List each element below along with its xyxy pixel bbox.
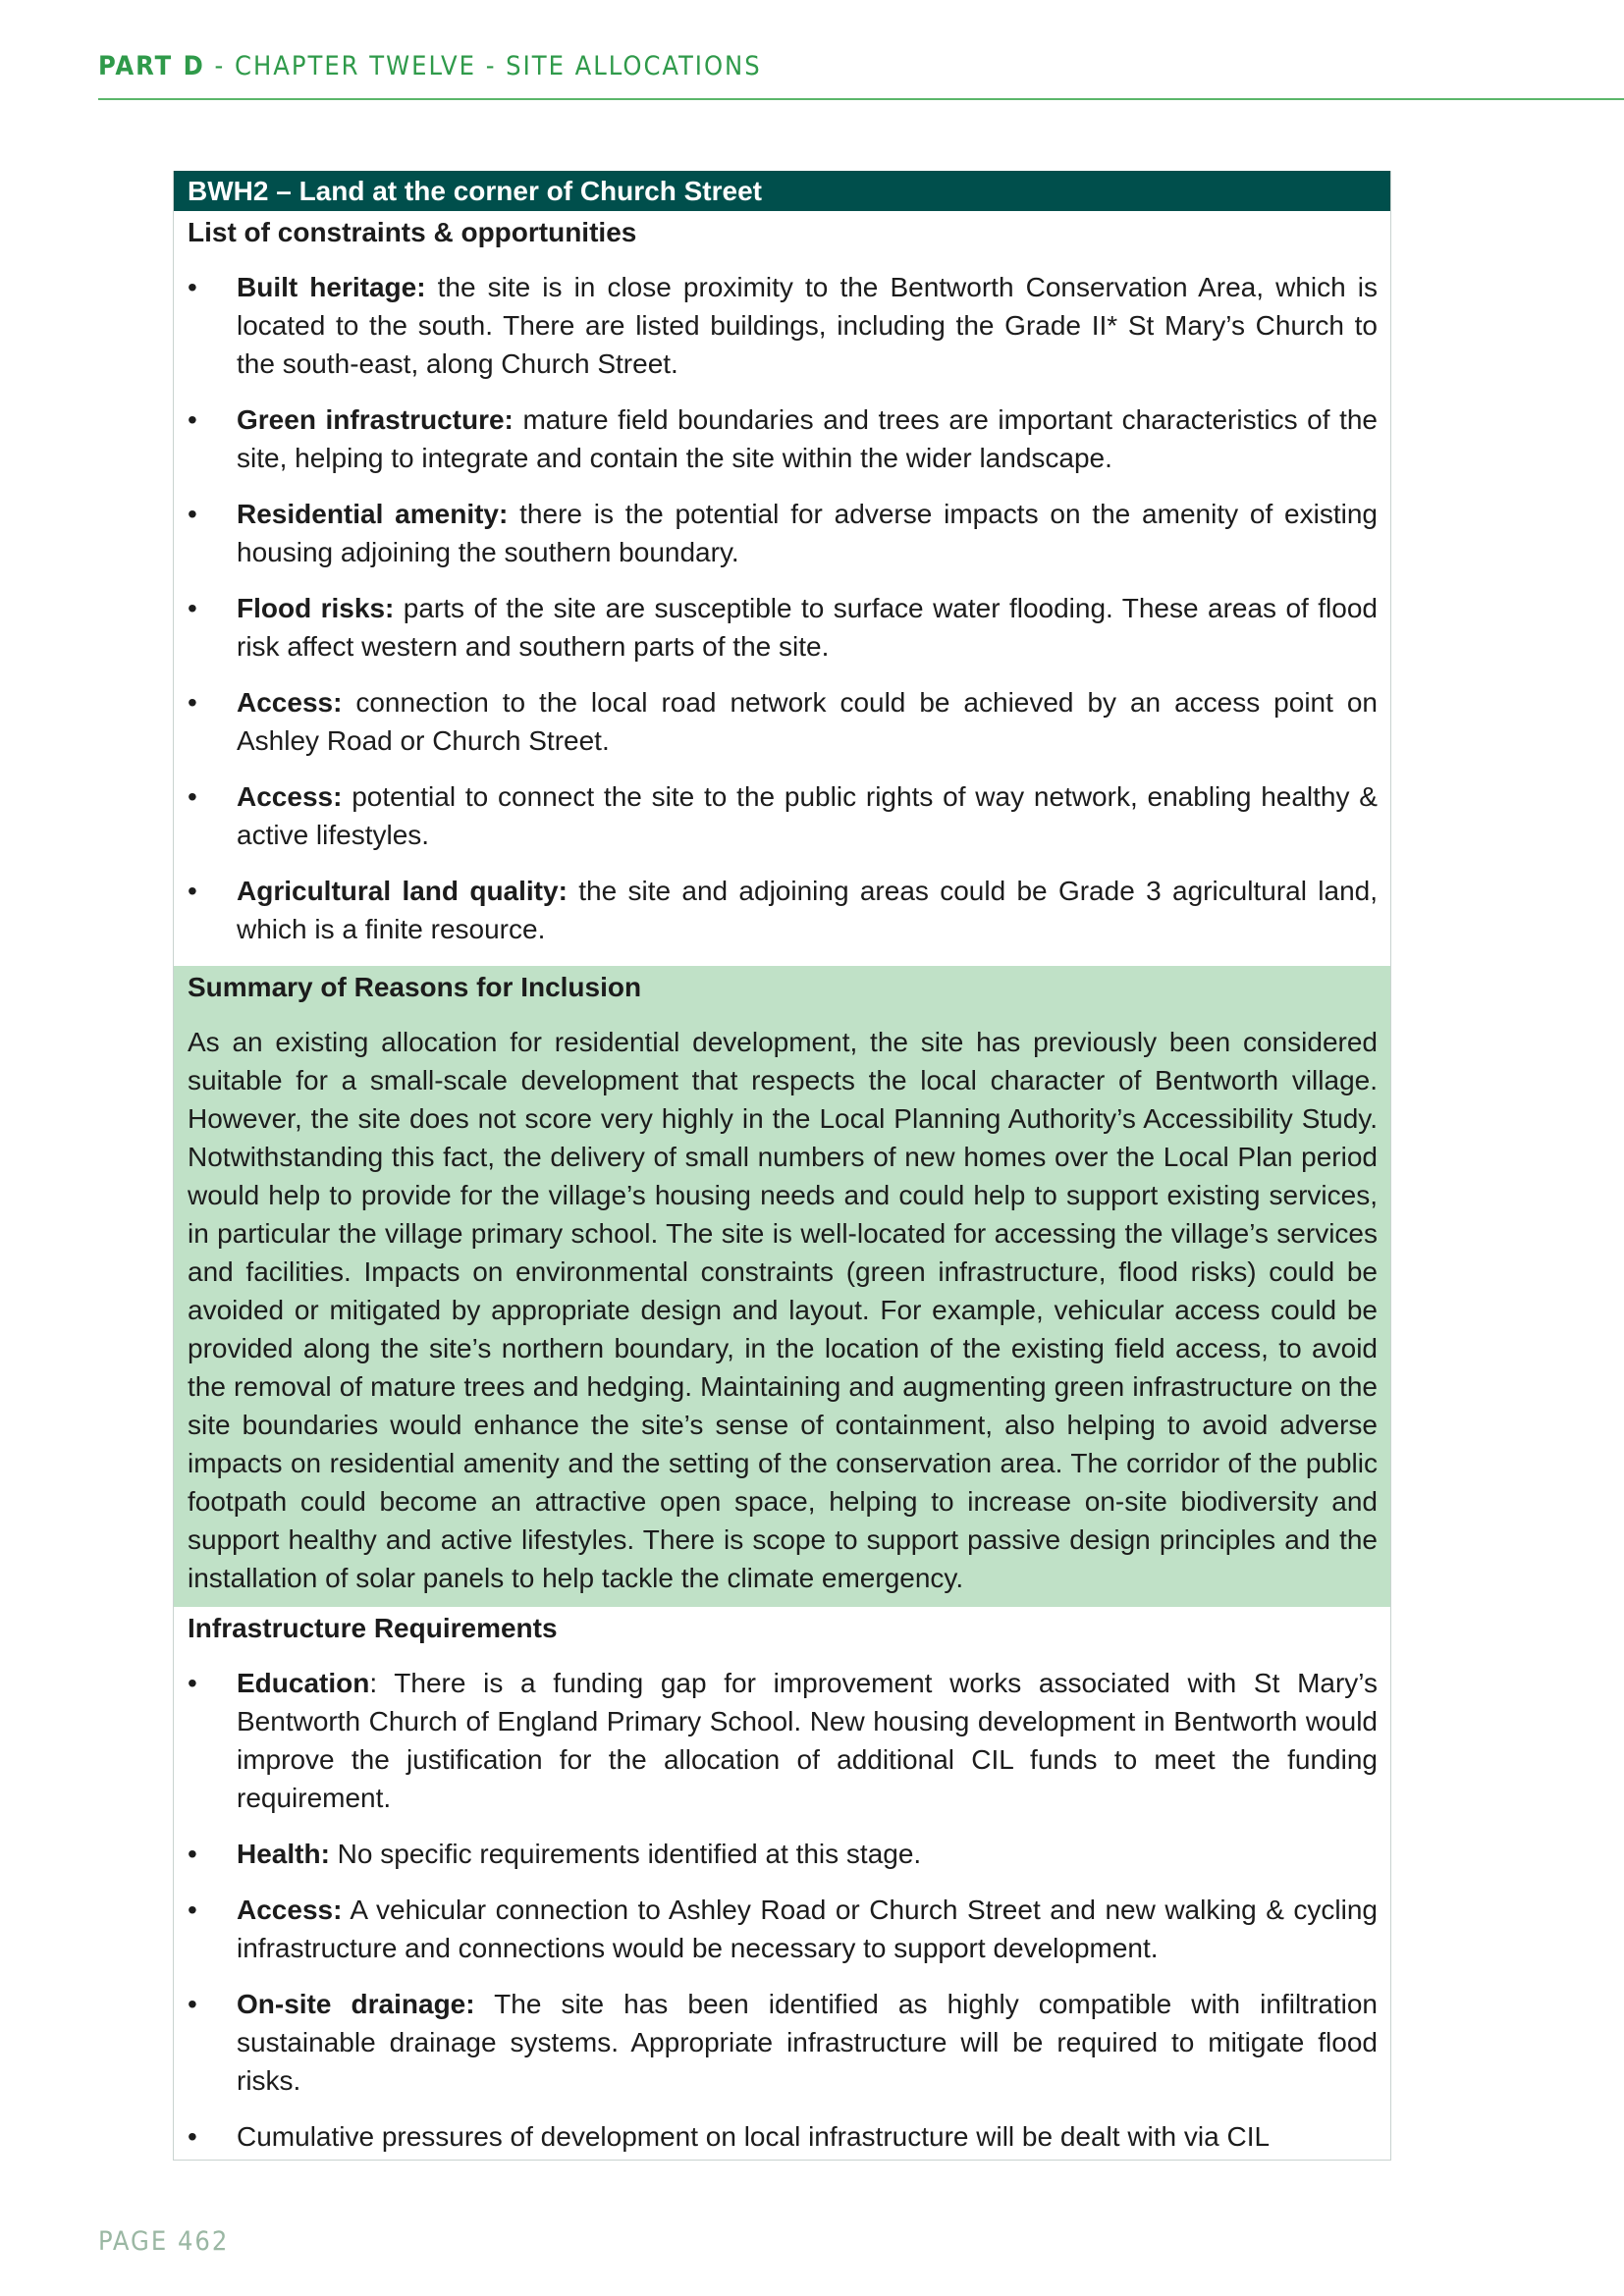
list-item bbox=[188, 683, 1378, 760]
item-text: parts of the site are susceptible to surface water flooding. These areas of flood risk affect western and southern parts of the site. bbox=[237, 593, 1378, 662]
list-item bbox=[188, 1891, 1378, 1967]
infrastructure-list bbox=[188, 1664, 1378, 2156]
item-term: Education bbox=[237, 1668, 370, 1698]
item-term: Built heritage: bbox=[237, 272, 426, 302]
item-text: Cumulative pressures of development on local infrastructure will be dealt with via CIL bbox=[237, 2121, 1271, 2152]
list-item bbox=[188, 589, 1378, 666]
constraints-list bbox=[188, 268, 1378, 948]
summary-text: As an existing allocation for residential development, the site has previously been considered suitable for a small-scale development that respects the local character of Bentworth village. However, the site does not score very highly in the Local Planning Authority’s Accessibility Study. Notwithstanding this fact, the delivery of small numbers of new homes over the Local Plan period would help to provide for the village’s housing needs and could help to support existing services, in particular the village primary school. The site is well-located for accessing the village’s services and facilities. Impacts on environmental constraints (green infrastructure, flood risks) could be avoided or mitigated by appropriate design and layout. For example, vehicular access could be provided along the site’s northern boundary, in the location of the existing field access, to avoid the removal of mature trees and hedging. Maintaining and augmenting green infrastructure on the site boundaries would enhance the site’s sense of containment, also helping to avoid adverse impacts on residential amenity and the setting of the conservation area. The corridor of the public footpath could become an attractive open space, helping to increase on-site biodiversity and support healthy and active lifestyles. There is scope to support passive design principles and the installation of solar panels to help tackle the climate emergency. bbox=[188, 1027, 1378, 1593]
list-item bbox=[188, 400, 1378, 477]
item-text: there is the potential for adverse impacts on the amenity of existing housing adjoining the southern boundary. bbox=[237, 499, 1378, 567]
header-divider bbox=[98, 98, 1624, 100]
item-text: potential to connect the site to the public rights of way network, enabling healthy & active lifestyles. bbox=[237, 781, 1378, 850]
list-item bbox=[188, 1664, 1378, 1817]
page-number: PAGE 462 bbox=[98, 2226, 230, 2257]
summary-section bbox=[174, 966, 1390, 1607]
item-text: the site is in close proximity to the Bentworth Conservation Area, which is located to the south. There are listed buildings, including the Grade II* St Mary’s Church to the south-east, along Church Street. bbox=[237, 272, 1379, 379]
list-item bbox=[188, 777, 1378, 854]
item-term: Agricultural land quality: bbox=[237, 876, 568, 906]
site-allocation-table bbox=[173, 171, 1391, 2161]
running-header bbox=[98, 51, 762, 81]
part-label: PART D bbox=[98, 51, 205, 81]
list-item bbox=[188, 872, 1378, 948]
item-term: Health: bbox=[237, 1839, 330, 1869]
item-term: On-site drainage: bbox=[237, 1989, 475, 2019]
item-text: : There is a funding gap for improvement works associated with St Mary’s Bentworth Church of England Primary School. New housing development in Bentworth would improve the justification for the allocation of additional CIL funds to meet the funding requirement. bbox=[237, 1668, 1378, 1813]
infrastructure-heading: Infrastructure Requirements bbox=[188, 1613, 558, 1643]
item-text: A vehicular connection to Ashley Road or Church Street and new walking & cycling infrastructure and connections would be necessary to support development. bbox=[237, 1895, 1378, 1963]
item-text: No specific requirements identified at this stage. bbox=[329, 1839, 922, 1869]
item-term: Access: bbox=[237, 687, 343, 718]
item-term: Green infrastructure: bbox=[237, 404, 514, 435]
infrastructure-section bbox=[174, 1607, 1390, 2160]
list-item bbox=[188, 268, 1378, 383]
item-text: mature field boundaries and trees are important characteristics of the site, helping to integrate and contain the site within the wider landscape. bbox=[237, 404, 1379, 473]
constraints-section bbox=[174, 211, 1390, 966]
site-title: BWH2 – Land at the corner of Church Street bbox=[174, 171, 1390, 211]
list-item bbox=[188, 1985, 1378, 2100]
chapter-label: - CHAPTER TWELVE - SITE ALLOCATIONS bbox=[204, 51, 762, 81]
item-term: Access: bbox=[237, 1895, 343, 1925]
list-item bbox=[188, 495, 1378, 571]
item-text: The site has been identified as highly compatible with infiltration sustainable drainage systems. Appropriate infrastructure will be required to mitigate flood risks. bbox=[237, 1989, 1379, 2096]
item-term: Flood risks: bbox=[237, 593, 395, 623]
item-text: connection to the local road network could be achieved by an access point on Ashley Road or Church Street. bbox=[237, 687, 1378, 756]
item-term: Access: bbox=[237, 781, 343, 812]
list-item bbox=[188, 1835, 1378, 1873]
constraints-heading: List of constraints & opportunities bbox=[188, 217, 637, 247]
list-item bbox=[188, 2117, 1378, 2156]
item-term: Residential amenity: bbox=[237, 499, 509, 529]
item-text: the site and adjoining areas could be Grade 3 agricultural land, which is a finite resource. bbox=[237, 876, 1378, 944]
summary-heading: Summary of Reasons for Inclusion bbox=[188, 972, 642, 1002]
